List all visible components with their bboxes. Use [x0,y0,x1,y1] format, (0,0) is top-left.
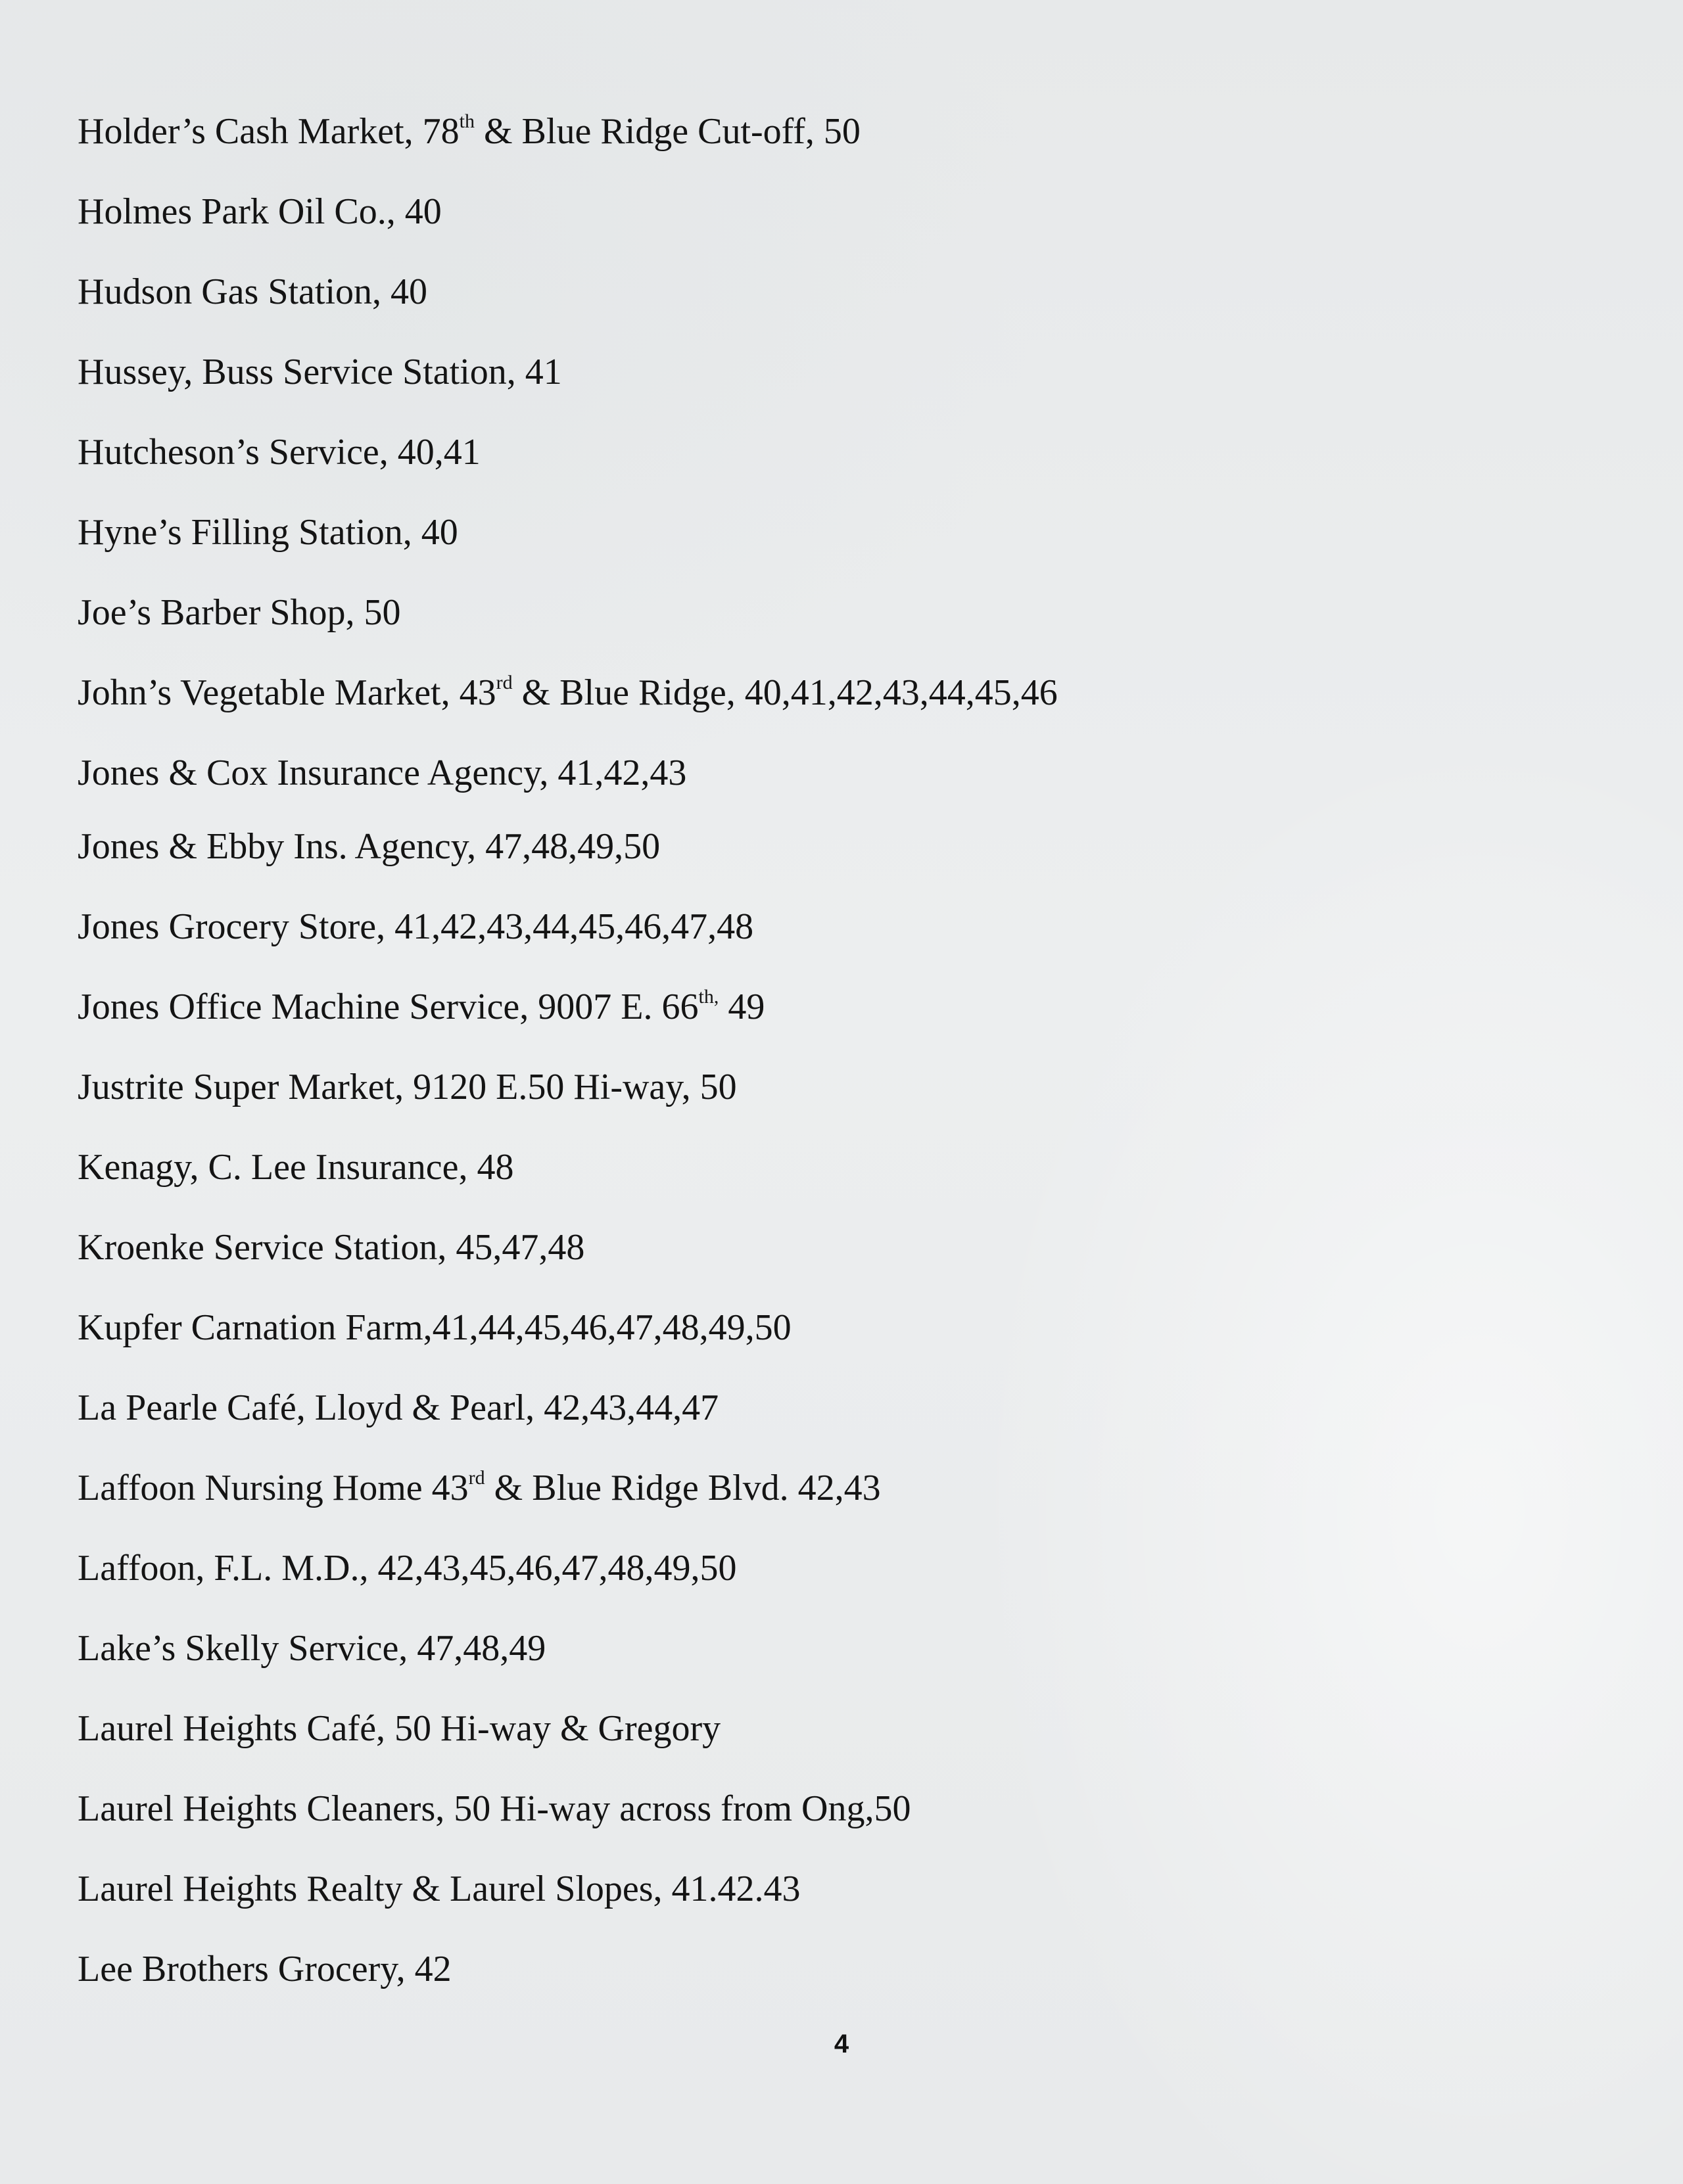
directory-entry: Lee Brothers Grocery, 42 [78,1949,452,1989]
directory-entry: Joe’s Barber Shop, 50 [78,592,401,633]
directory-entry: Jones Office Machine Service, 9007 E. $66^{th,}$ 49 [78,986,765,1027]
business-directory-list [78,110,1590,2028]
directory-entry: Lake’s Skelly Service, 47,48,49 [78,1628,546,1669]
directory-entry: Hyne’s Filling Station, 40 [78,512,458,553]
directory-entry: Jones & Cox Insurance Agency, 41,42,43 [78,753,687,793]
directory-entry: Laurel Heights Realty & Laurel Slopes, 41.42.43 [78,1869,801,1909]
directory-entry: Laffoon Nursing Home 43rd & Blue Ridge Blvd. 42,43 [78,1467,881,1508]
directory-entry: Laurel Heights Café, 50 Hi-way & Gregory [78,1708,721,1749]
directory-entry: Holmes Park Oil Co., 40 [78,191,442,232]
directory-entry: Justrite Super Market, 9120 E.50 Hi-way, 50 [78,1067,737,1107]
directory-entry: Hudson Gas Station, 40 [78,271,427,312]
directory-entry: Jones & Ebby Ins. Agency, 47,48,49,50 [78,826,661,867]
directory-entry: Kupfer Carnation Farm,41,44,45,46,47,48,49,50 [78,1307,792,1348]
directory-entry: Holder’s Cash Market, 78th & Blue Ridge Cut-off, 50 [78,110,861,152]
directory-entry: Laffoon, F.L. M.D., 42,43,45,46,47,48,49,50 [78,1548,737,1589]
directory-entry: Kroenke Service Station, 45,47,48 [78,1227,585,1268]
directory-entry: Hussey, Buss Service Station, 41 [78,352,562,392]
directory-entry: La Pearle Café, Lloyd & Pearl, 42,43,44,47 [78,1387,719,1428]
directory-entry: Laurel Heights Cleaners, 50 Hi-way across from Ong,50 [78,1788,911,1829]
directory-entry: Hutcheson’s Service, 40,41 [78,432,481,473]
directory-entry: John’s Vegetable Market, 43rd & Blue Ridge, 40,41,42,43,44,45,46 [78,672,1058,713]
page-number: 4 [834,2030,849,2058]
directory-entry: Kenagy, C. Lee Insurance, 48 [78,1147,514,1188]
directory-entry: Jones Grocery Store, 41,42,43,44,45,46,47,48 [78,906,754,947]
